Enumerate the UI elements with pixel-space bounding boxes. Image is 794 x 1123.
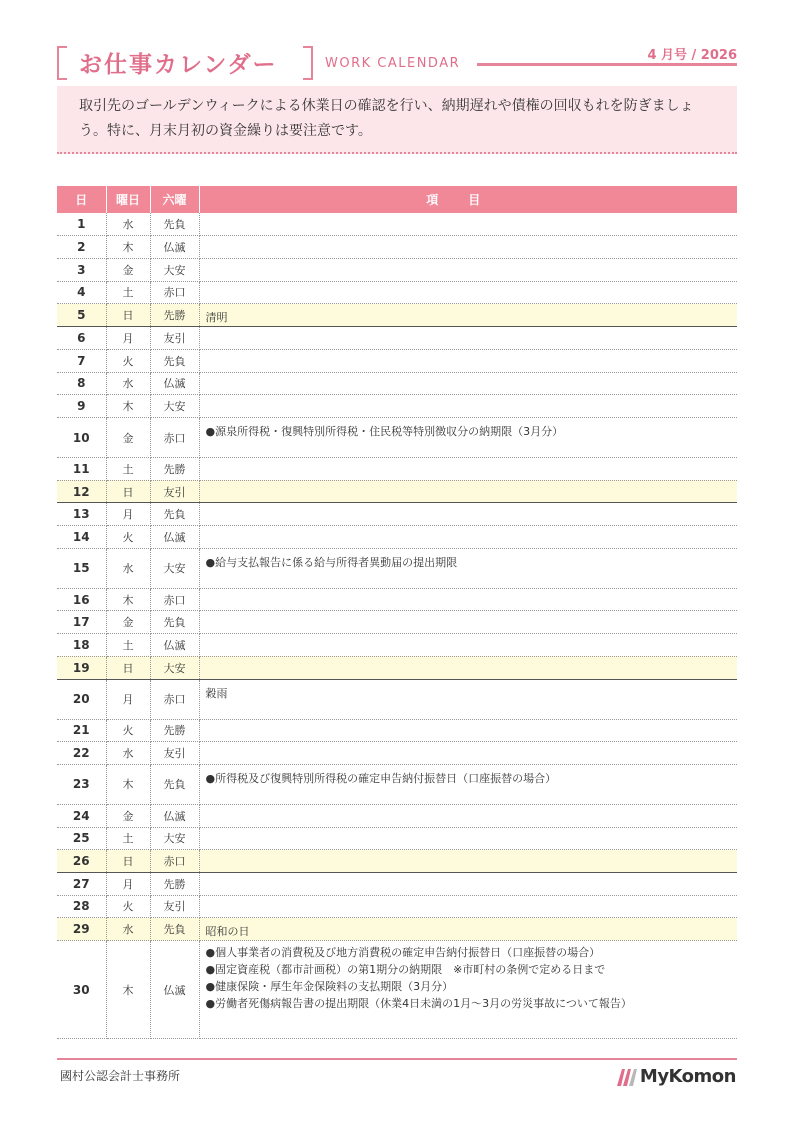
items-cell — [199, 480, 737, 503]
calendar-item: ●労働者死傷病報告書の提出期限（休業4日未満の1月～3月の労災事故について報告） — [205, 997, 632, 1011]
weekday-cell: 水 — [106, 213, 150, 236]
day-cell: 28 — [57, 895, 106, 918]
rokuyo-cell: 大安 — [150, 258, 199, 281]
calendar-row — [57, 895, 737, 918]
logo-text: MyKomon — [639, 1066, 736, 1087]
weekday-cell: 月 — [106, 327, 150, 350]
calendar-row — [57, 258, 737, 281]
rokuyo-cell: 先勝 — [150, 719, 199, 742]
items-cell — [199, 258, 737, 281]
calendar-row — [57, 349, 737, 372]
items-cell — [199, 941, 737, 1039]
header-rokuyo: 六曜 — [150, 186, 199, 213]
day-cell: 1 — [57, 213, 106, 236]
header-day: 日 — [57, 186, 106, 213]
calendar-row — [57, 679, 737, 719]
rokuyo-cell: 仏滅 — [150, 941, 199, 1039]
calendar-row — [57, 742, 737, 765]
calendar-item: 穀雨 — [205, 686, 228, 700]
calendar-row — [57, 395, 737, 418]
day-cell: 21 — [57, 719, 106, 742]
rokuyo-cell: 大安 — [150, 827, 199, 850]
day-cell: 20 — [57, 679, 106, 719]
calendar-row — [57, 372, 737, 395]
items-cell — [199, 281, 737, 304]
items-cell — [199, 372, 737, 395]
items-cell — [199, 742, 737, 765]
rokuyo-cell: 友引 — [150, 742, 199, 765]
items-cell — [199, 679, 737, 719]
day-cell: 19 — [57, 656, 106, 679]
day-cell: 24 — [57, 804, 106, 827]
day-cell: 30 — [57, 941, 106, 1039]
issue-label: 4 月号 / 2026 — [647, 48, 737, 63]
calendar-item: ●所得税及び復興特別所得税の確定申告納付振替日（口座振替の場合） — [205, 771, 557, 785]
items-cell — [199, 395, 737, 418]
rokuyo-cell: 赤口 — [150, 281, 199, 304]
day-cell: 18 — [57, 634, 106, 657]
weekday-cell: 火 — [106, 526, 150, 549]
rokuyo-cell: 大安 — [150, 656, 199, 679]
title-bracket-right — [303, 46, 313, 80]
rokuyo-cell: 先負 — [150, 764, 199, 804]
day-cell: 22 — [57, 742, 106, 765]
calendar-row — [57, 827, 737, 850]
items-cell — [199, 872, 737, 895]
rokuyo-cell: 仏滅 — [150, 236, 199, 259]
items-cell — [199, 656, 737, 679]
weekday-cell: 日 — [106, 850, 150, 873]
day-cell: 8 — [57, 372, 106, 395]
items-cell — [199, 764, 737, 804]
weekday-cell: 日 — [106, 480, 150, 503]
items-cell — [199, 458, 737, 481]
day-cell: 26 — [57, 850, 106, 873]
rokuyo-cell: 大安 — [150, 395, 199, 418]
day-cell: 29 — [57, 918, 106, 941]
calendar-row — [57, 588, 737, 611]
calendar-row — [57, 611, 737, 634]
items-cell — [199, 719, 737, 742]
day-cell: 10 — [57, 418, 106, 458]
weekday-cell: 火 — [106, 719, 150, 742]
rokuyo-cell: 友引 — [150, 480, 199, 503]
calendar-row — [57, 480, 737, 503]
day-cell: 7 — [57, 349, 106, 372]
weekday-cell: 日 — [106, 304, 150, 327]
weekday-cell: 土 — [106, 458, 150, 481]
calendar-row — [57, 304, 737, 327]
calendar-item: ●個人事業者の消費税及び地方消費税の確定申告納付振替日（口座振替の場合） — [205, 946, 601, 960]
calendar-row — [57, 719, 737, 742]
mykomon-logo — [616, 1066, 736, 1087]
weekday-cell: 木 — [106, 588, 150, 611]
weekday-cell: 木 — [106, 395, 150, 418]
intro-text: 取引先のゴールデンウィークによる休業日の確認を行い、納期遅れや債権の回収もれを防ぎましょう。特に、月末月初の資金繰りは要注意です。 — [57, 86, 737, 154]
mykomon-logo-icon — [616, 1067, 638, 1087]
office-name: 國村公認会計士事務所 — [60, 1069, 181, 1083]
weekday-cell: 月 — [106, 503, 150, 526]
day-cell: 12 — [57, 480, 106, 503]
weekday-cell: 日 — [106, 656, 150, 679]
items-cell — [199, 503, 737, 526]
items-cell — [199, 349, 737, 372]
weekday-cell: 金 — [106, 258, 150, 281]
day-cell: 27 — [57, 872, 106, 895]
items-cell — [199, 804, 737, 827]
page-header — [57, 40, 737, 85]
weekday-cell: 金 — [106, 804, 150, 827]
calendar-row — [57, 941, 737, 1039]
items-cell — [199, 918, 737, 941]
rokuyo-cell: 赤口 — [150, 418, 199, 458]
items-cell — [199, 611, 737, 634]
calendar-table — [57, 186, 737, 1039]
rokuyo-cell: 先負 — [150, 213, 199, 236]
calendar-row — [57, 548, 737, 588]
day-cell: 2 — [57, 236, 106, 259]
weekday-cell: 月 — [106, 679, 150, 719]
calendar-row — [57, 213, 737, 236]
day-cell: 13 — [57, 503, 106, 526]
calendar-row — [57, 804, 737, 827]
items-cell — [199, 304, 737, 327]
calendar-row — [57, 872, 737, 895]
day-cell: 23 — [57, 764, 106, 804]
header-weekday: 曜日 — [106, 186, 150, 213]
rokuyo-cell: 赤口 — [150, 588, 199, 611]
rokuyo-cell: 友引 — [150, 895, 199, 918]
rokuyo-cell: 赤口 — [150, 850, 199, 873]
items-cell — [199, 850, 737, 873]
weekday-cell: 水 — [106, 548, 150, 588]
header-items: 項目 — [199, 186, 737, 213]
items-cell — [199, 418, 737, 458]
calendar-row — [57, 526, 737, 549]
rokuyo-cell: 先負 — [150, 918, 199, 941]
weekday-cell: 水 — [106, 742, 150, 765]
calendar-row — [57, 458, 737, 481]
header-rule — [477, 63, 737, 66]
items-cell — [199, 895, 737, 918]
calendar-row — [57, 656, 737, 679]
rokuyo-cell: 友引 — [150, 327, 199, 350]
page-subtitle: WORK CALENDAR — [325, 56, 461, 71]
day-cell: 3 — [57, 258, 106, 281]
day-cell: 6 — [57, 327, 106, 350]
footer-rule — [57, 1058, 737, 1060]
calendar-item: ●給与支払報告に係る給与所得者異動届の提出期限 — [205, 555, 458, 569]
rokuyo-cell: 先勝 — [150, 872, 199, 895]
calendar-row — [57, 281, 737, 304]
weekday-cell: 火 — [106, 349, 150, 372]
calendar-item: ●固定資産税（都市計画税）の第1期分の納期限 ※市町村の条例で定める日まで — [205, 963, 606, 977]
weekday-cell: 土 — [106, 827, 150, 850]
calendar-row — [57, 236, 737, 259]
rokuyo-cell: 仏滅 — [150, 634, 199, 657]
rokuyo-cell: 仏滅 — [150, 372, 199, 395]
calendar-item: 清明 — [205, 311, 228, 325]
day-cell: 14 — [57, 526, 106, 549]
weekday-cell: 火 — [106, 895, 150, 918]
weekday-cell: 木 — [106, 941, 150, 1039]
calendar-row — [57, 918, 737, 941]
page-title: お仕事カレンダー — [79, 52, 278, 78]
calendar-row — [57, 418, 737, 458]
calendar-item: 昭和の日 — [205, 925, 250, 939]
rokuyo-cell: 仏滅 — [150, 804, 199, 827]
items-cell — [199, 588, 737, 611]
weekday-cell: 水 — [106, 918, 150, 941]
weekday-cell: 土 — [106, 281, 150, 304]
day-cell: 17 — [57, 611, 106, 634]
day-cell: 5 — [57, 304, 106, 327]
rokuyo-cell: 先負 — [150, 503, 199, 526]
calendar-header-row — [57, 186, 737, 213]
weekday-cell: 月 — [106, 872, 150, 895]
rokuyo-cell: 大安 — [150, 548, 199, 588]
calendar-row — [57, 327, 737, 350]
rokuyo-cell: 赤口 — [150, 679, 199, 719]
weekday-cell: 金 — [106, 611, 150, 634]
items-cell — [199, 236, 737, 259]
items-cell — [199, 548, 737, 588]
calendar-row — [57, 503, 737, 526]
items-cell — [199, 634, 737, 657]
calendar-item: ●健康保険・厚生年金保険料の支払期限（3月分） — [205, 980, 454, 994]
day-cell: 9 — [57, 395, 106, 418]
items-cell — [199, 526, 737, 549]
weekday-cell: 土 — [106, 634, 150, 657]
rokuyo-cell: 先負 — [150, 611, 199, 634]
calendar-row — [57, 634, 737, 657]
rokuyo-cell: 先負 — [150, 349, 199, 372]
day-cell: 4 — [57, 281, 106, 304]
items-cell — [199, 327, 737, 350]
calendar-row — [57, 764, 737, 804]
weekday-cell: 水 — [106, 372, 150, 395]
calendar-row — [57, 850, 737, 873]
weekday-cell: 金 — [106, 418, 150, 458]
items-cell — [199, 827, 737, 850]
weekday-cell: 木 — [106, 236, 150, 259]
day-cell: 15 — [57, 548, 106, 588]
weekday-cell: 木 — [106, 764, 150, 804]
rokuyo-cell: 先勝 — [150, 458, 199, 481]
calendar-body — [57, 213, 737, 1039]
day-cell: 25 — [57, 827, 106, 850]
day-cell: 11 — [57, 458, 106, 481]
rokuyo-cell: 仏滅 — [150, 526, 199, 549]
title-bracket-left — [57, 46, 67, 80]
rokuyo-cell: 先勝 — [150, 304, 199, 327]
day-cell: 16 — [57, 588, 106, 611]
items-cell — [199, 213, 737, 236]
calendar-item: ●源泉所得税・復興特別所得税・住民税等特別徴収分の納期限（3月分） — [205, 425, 564, 438]
